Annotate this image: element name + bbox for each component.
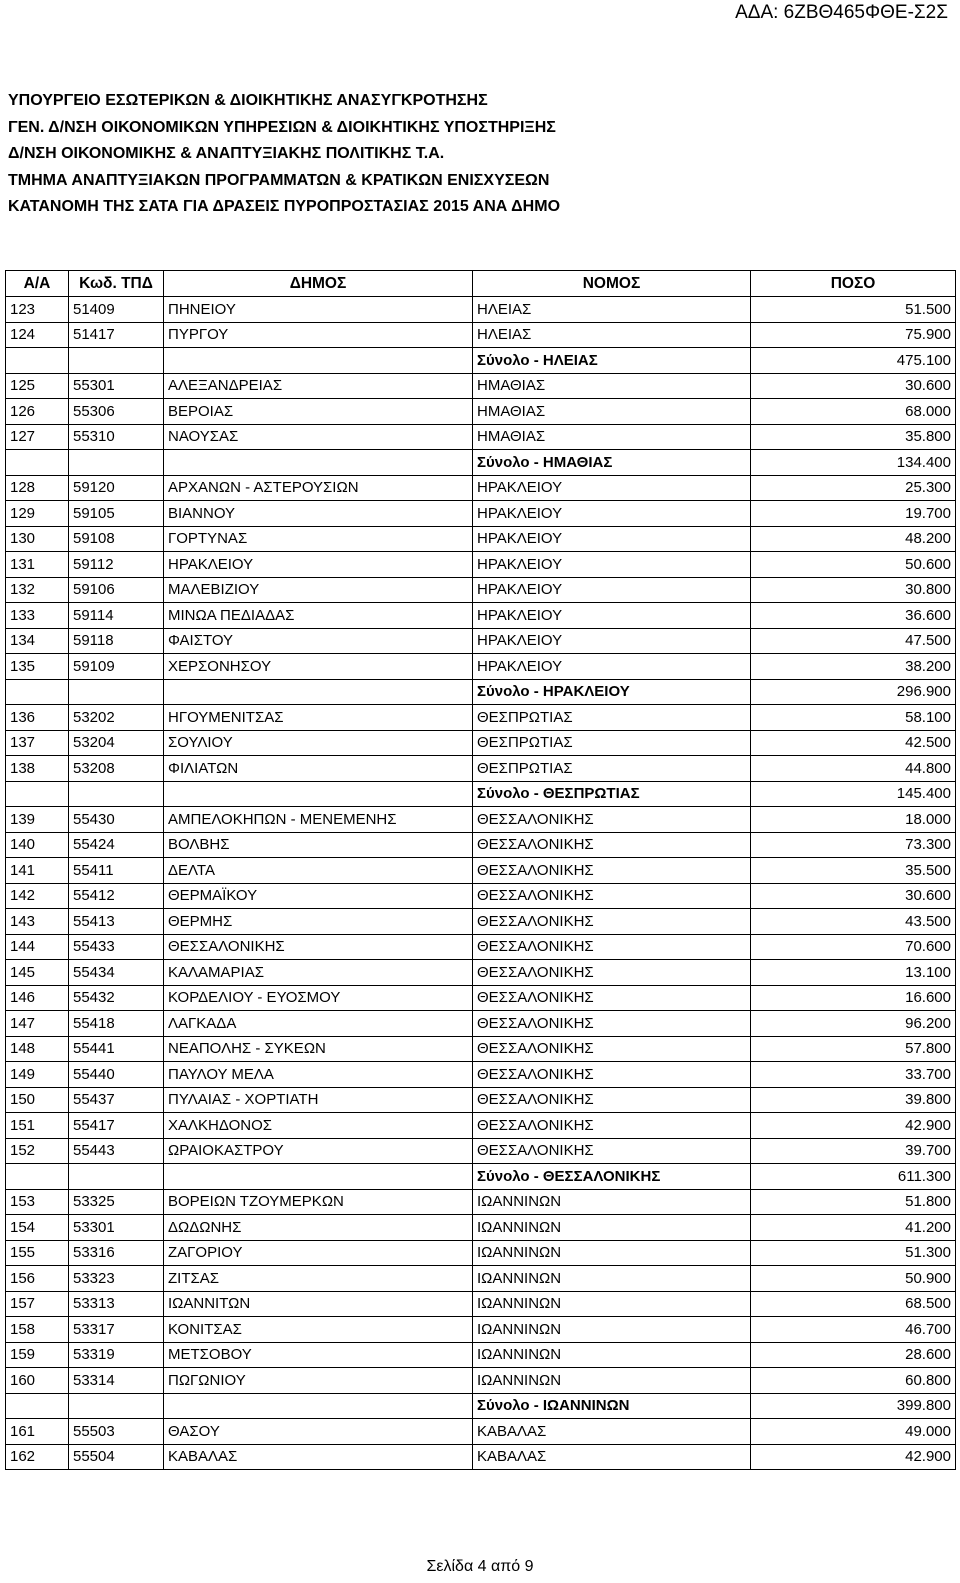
cell-code: 53317: [69, 1317, 164, 1343]
cell-poso: 30.600: [751, 883, 956, 909]
table-row: [6, 909, 956, 935]
cell-poso: 39.700: [751, 1138, 956, 1164]
cell-poso: 35.500: [751, 858, 956, 884]
cell-code: 59109: [69, 654, 164, 680]
cell-code: [69, 348, 164, 374]
table-row: [6, 1342, 956, 1368]
cell-aa: 126: [6, 399, 69, 425]
cell-dimos: ΠΩΓΩΝΙΟΥ: [164, 1368, 473, 1394]
header-department: ΤΜΗΜΑ ΑΝΑΠΤΥΞΙΑΚΩΝ ΠΡΟΓΡΑΜΜΑΤΩΝ & ΚΡΑΤΙΚΩΝ ΕΝΙΣΧΥΣΕΩΝ: [8, 171, 550, 189]
cell-aa: [6, 1393, 69, 1419]
cell-code: 51417: [69, 322, 164, 348]
cell-nomos: ΘΕΣΣΑΛΟΝΙΚΗΣ: [473, 832, 751, 858]
cell-code: [69, 781, 164, 807]
cell-nomos: ΙΩΑΝΝΙΝΩΝ: [473, 1189, 751, 1215]
cell-code: 55434: [69, 960, 164, 986]
cell-aa: 131: [6, 552, 69, 578]
cell-dimos: ΑΛΕΞΑΝΔΡΕΙΑΣ: [164, 373, 473, 399]
cell-dimos: ΝΕΑΠΟΛΗΣ - ΣΥΚΕΩΝ: [164, 1036, 473, 1062]
cell-nomos: ΘΕΣΠΡΩΤΙΑΣ: [473, 730, 751, 756]
cell-aa: 136: [6, 705, 69, 731]
cell-dimos: ΠΥΛΑΙΑΣ - ΧΟΡΤΙΑΤΗ: [164, 1087, 473, 1113]
table-row: [6, 934, 956, 960]
cell-aa: 159: [6, 1342, 69, 1368]
cell-nomos: ΙΩΑΝΝΙΝΩΝ: [473, 1317, 751, 1343]
cell-code: 55412: [69, 883, 164, 909]
cell-code: [69, 1164, 164, 1190]
cell-dimos: ΚΑΛΑΜΑΡΙΑΣ: [164, 960, 473, 986]
cell-poso: 42.900: [751, 1113, 956, 1139]
table-row: [6, 985, 956, 1011]
table-row: [6, 373, 956, 399]
cell-nomos: ΗΡΑΚΛΕΙΟΥ: [473, 501, 751, 527]
cell-nomos: ΘΕΣΣΑΛΟΝΙΚΗΣ: [473, 934, 751, 960]
cell-poso: 30.800: [751, 577, 956, 603]
cell-nomos: ΗΜΑΘΙΑΣ: [473, 399, 751, 425]
table-row: [6, 883, 956, 909]
cell-code: 59118: [69, 628, 164, 654]
cell-poso: 44.800: [751, 756, 956, 782]
subtotal-row: [6, 348, 956, 374]
cell-dimos: ΒΟΛΒΗΣ: [164, 832, 473, 858]
cell-code: 51409: [69, 297, 164, 323]
table-row: [6, 1062, 956, 1088]
cell-aa: 124: [6, 322, 69, 348]
cell-nomos: ΘΕΣΣΑΛΟΝΙΚΗΣ: [473, 883, 751, 909]
cell-code: [69, 450, 164, 476]
table-row: [6, 297, 956, 323]
document-header: [8, 88, 560, 221]
table-row: [6, 1189, 956, 1215]
cell-nomos: ΗΡΑΚΛΕΙΟΥ: [473, 654, 751, 680]
cell-poso: 43.500: [751, 909, 956, 935]
subtotal-label: Σύνολο - ΗΡΑΚΛΕΙΟΥ: [473, 679, 751, 705]
cell-poso: 42.500: [751, 730, 956, 756]
cell-poso: 28.600: [751, 1342, 956, 1368]
table-row: [6, 501, 956, 527]
cell-code: 59112: [69, 552, 164, 578]
cell-poso: 13.100: [751, 960, 956, 986]
cell-poso: 41.200: [751, 1215, 956, 1241]
cell-aa: [6, 1164, 69, 1190]
table-row: [6, 730, 956, 756]
cell-nomos: ΙΩΑΝΝΙΝΩΝ: [473, 1368, 751, 1394]
cell-dimos: ΜΕΤΣΟΒΟΥ: [164, 1342, 473, 1368]
cell-aa: 148: [6, 1036, 69, 1062]
table-row: [6, 424, 956, 450]
cell-poso: 18.000: [751, 807, 956, 833]
cell-poso: 39.800: [751, 1087, 956, 1113]
cell-nomos: ΗΡΑΚΛΕΙΟΥ: [473, 475, 751, 501]
cell-aa: 133: [6, 603, 69, 629]
column-header-code: Κωδ. ΤΠΔ: [69, 271, 164, 297]
cell-code: 55310: [69, 424, 164, 450]
table-row: [6, 603, 956, 629]
allocation-table: [5, 270, 956, 1470]
cell-aa: 127: [6, 424, 69, 450]
cell-poso: 48.200: [751, 526, 956, 552]
cell-code: 53325: [69, 1189, 164, 1215]
cell-dimos: [164, 781, 473, 807]
cell-poso: 58.100: [751, 705, 956, 731]
cell-poso: 96.200: [751, 1011, 956, 1037]
cell-dimos: ΓΟΡΤΥΝΑΣ: [164, 526, 473, 552]
cell-poso: 51.500: [751, 297, 956, 323]
cell-nomos: ΚΑΒΑΛΑΣ: [473, 1419, 751, 1445]
cell-code: [69, 679, 164, 705]
cell-code: 55437: [69, 1087, 164, 1113]
cell-aa: 135: [6, 654, 69, 680]
cell-dimos: [164, 348, 473, 374]
cell-aa: 134: [6, 628, 69, 654]
cell-poso: 30.600: [751, 373, 956, 399]
cell-poso: 50.900: [751, 1266, 956, 1292]
table-row: [6, 1215, 956, 1241]
cell-poso: 16.600: [751, 985, 956, 1011]
cell-code: 53316: [69, 1240, 164, 1266]
cell-poso: 25.300: [751, 475, 956, 501]
cell-code: 59114: [69, 603, 164, 629]
cell-nomos: ΗΡΑΚΛΕΙΟΥ: [473, 526, 751, 552]
cell-code: 55433: [69, 934, 164, 960]
cell-nomos: ΘΕΣΣΑΛΟΝΙΚΗΣ: [473, 960, 751, 986]
cell-code: 59106: [69, 577, 164, 603]
cell-code: 55301: [69, 373, 164, 399]
cell-code: [69, 1393, 164, 1419]
cell-nomos: ΗΜΑΘΙΑΣ: [473, 424, 751, 450]
cell-nomos: ΗΡΑΚΛΕΙΟΥ: [473, 552, 751, 578]
table-row: [6, 705, 956, 731]
cell-code: 55443: [69, 1138, 164, 1164]
cell-dimos: ΗΡΑΚΛΕΙΟΥ: [164, 552, 473, 578]
cell-dimos: ΚΑΒΑΛΑΣ: [164, 1444, 473, 1470]
cell-aa: 156: [6, 1266, 69, 1292]
cell-code: 59108: [69, 526, 164, 552]
cell-aa: 162: [6, 1444, 69, 1470]
cell-nomos: ΘΕΣΣΑΛΟΝΙΚΗΣ: [473, 1138, 751, 1164]
cell-poso: 19.700: [751, 501, 956, 527]
cell-code: 55417: [69, 1113, 164, 1139]
cell-nomos: ΘΕΣΣΑΛΟΝΙΚΗΣ: [473, 1087, 751, 1113]
ada-code: ΑΔΑ: 6ΖΒΘ465ΦΘΕ-Σ2Σ: [735, 2, 948, 23]
column-header-aa: Α/Α: [6, 271, 69, 297]
cell-dimos: ΖΑΓΟΡΙΟΥ: [164, 1240, 473, 1266]
cell-poso: 70.600: [751, 934, 956, 960]
subtotal-amount: 611.300: [751, 1164, 956, 1190]
cell-code: 55430: [69, 807, 164, 833]
cell-aa: 130: [6, 526, 69, 552]
cell-poso: 60.800: [751, 1368, 956, 1394]
cell-dimos: ΛΑΓΚΑΔΑ: [164, 1011, 473, 1037]
cell-code: 55440: [69, 1062, 164, 1088]
cell-dimos: ΣΟΥΛΙΟΥ: [164, 730, 473, 756]
cell-code: 53204: [69, 730, 164, 756]
cell-code: 55418: [69, 1011, 164, 1037]
cell-aa: [6, 679, 69, 705]
cell-code: 55413: [69, 909, 164, 935]
cell-nomos: ΘΕΣΣΑΛΟΝΙΚΗΣ: [473, 1113, 751, 1139]
cell-dimos: ΠΗΝΕΙΟΥ: [164, 297, 473, 323]
cell-nomos: ΚΑΒΑΛΑΣ: [473, 1444, 751, 1470]
table-row: [6, 1266, 956, 1292]
table-row: [6, 1138, 956, 1164]
cell-aa: 140: [6, 832, 69, 858]
subtotal-label: Σύνολο - ΗΛΕΙΑΣ: [473, 348, 751, 374]
cell-nomos: ΙΩΑΝΝΙΝΩΝ: [473, 1291, 751, 1317]
cell-aa: 160: [6, 1368, 69, 1394]
cell-dimos: ΜΙΝΩΑ ΠΕΔΙΑΔΑΣ: [164, 603, 473, 629]
cell-dimos: ΠΥΡΓΟΥ: [164, 322, 473, 348]
cell-dimos: ΠΑΥΛΟΥ ΜΕΛΑ: [164, 1062, 473, 1088]
cell-nomos: ΙΩΑΝΝΙΝΩΝ: [473, 1266, 751, 1292]
cell-dimos: ΔΕΛΤΑ: [164, 858, 473, 884]
cell-dimos: ΝΑΟΥΣΑΣ: [164, 424, 473, 450]
cell-dimos: ΧΑΛΚΗΔΟΝΟΣ: [164, 1113, 473, 1139]
cell-nomos: ΗΡΑΚΛΕΙΟΥ: [473, 603, 751, 629]
cell-dimos: ΚΟΡΔΕΛΙΟΥ - ΕΥΟΣΜΟΥ: [164, 985, 473, 1011]
cell-aa: 143: [6, 909, 69, 935]
header-directorate: Δ/ΝΣΗ ΟΙΚΟΝΟΜΙΚΗΣ & ΑΝΑΠΤΥΞΙΑΚΗΣ ΠΟΛΙΤΙΚΗΣ Τ.Α.: [8, 145, 445, 162]
cell-dimos: ΙΩΑΝΝΙΤΩΝ: [164, 1291, 473, 1317]
table-row: [6, 526, 956, 552]
subtotal-label: Σύνολο - ΗΜΑΘΙΑΣ: [473, 450, 751, 476]
cell-poso: 75.900: [751, 322, 956, 348]
cell-code: 55432: [69, 985, 164, 1011]
table-row: [6, 1240, 956, 1266]
cell-code: 53319: [69, 1342, 164, 1368]
cell-dimos: ΑΡΧΑΝΩΝ - ΑΣΤΕΡΟΥΣΙΩΝ: [164, 475, 473, 501]
cell-code: 53208: [69, 756, 164, 782]
table-header-row: [6, 271, 956, 297]
cell-dimos: ΔΩΔΩΝΗΣ: [164, 1215, 473, 1241]
table-row: [6, 1036, 956, 1062]
cell-poso: 46.700: [751, 1317, 956, 1343]
subtotal-amount: 145.400: [751, 781, 956, 807]
cell-dimos: ΒΟΡΕΙΩΝ ΤΖΟΥΜΕΡΚΩΝ: [164, 1189, 473, 1215]
table-row: [6, 807, 956, 833]
header-ministry: ΥΠΟΥΡΓΕΙΟ ΕΣΩΤΕΡΙΚΩΝ & ΔΙΟΙΚΗΤΙΚΗΣ ΑΝΑΣΥΓΚΡΟΤΗΣΗΣ: [8, 92, 488, 109]
cell-poso: 42.900: [751, 1444, 956, 1470]
cell-dimos: [164, 679, 473, 705]
cell-aa: 153: [6, 1189, 69, 1215]
table-row: [6, 1087, 956, 1113]
cell-code: 53313: [69, 1291, 164, 1317]
cell-poso: 50.600: [751, 552, 956, 578]
cell-nomos: ΙΩΑΝΝΙΝΩΝ: [473, 1342, 751, 1368]
cell-dimos: ΘΑΣΟΥ: [164, 1419, 473, 1445]
cell-nomos: ΘΕΣΣΑΛΟΝΙΚΗΣ: [473, 909, 751, 935]
cell-dimos: ΩΡΑΙΟΚΑΣΤΡΟΥ: [164, 1138, 473, 1164]
column-header-nomos: ΝΟΜΟΣ: [473, 271, 751, 297]
cell-nomos: ΗΡΑΚΛΕΙΟΥ: [473, 577, 751, 603]
table-row: [6, 1368, 956, 1394]
cell-aa: 129: [6, 501, 69, 527]
cell-aa: 151: [6, 1113, 69, 1139]
cell-nomos: ΘΕΣΣΑΛΟΝΙΚΗΣ: [473, 1036, 751, 1062]
table-row: [6, 552, 956, 578]
subtotal-amount: 134.400: [751, 450, 956, 476]
cell-nomos: ΘΕΣΣΑΛΟΝΙΚΗΣ: [473, 807, 751, 833]
cell-dimos: [164, 450, 473, 476]
table-row: [6, 322, 956, 348]
table-row: [6, 756, 956, 782]
table-row: [6, 858, 956, 884]
subtotal-row: [6, 679, 956, 705]
cell-code: 55504: [69, 1444, 164, 1470]
cell-aa: 139: [6, 807, 69, 833]
cell-dimos: ΒΕΡΟΙΑΣ: [164, 399, 473, 425]
cell-aa: [6, 348, 69, 374]
cell-code: 55424: [69, 832, 164, 858]
cell-code: 55441: [69, 1036, 164, 1062]
subtotal-row: [6, 1393, 956, 1419]
cell-code: 53301: [69, 1215, 164, 1241]
header-general-directorate: ΓΕΝ. Δ/ΝΣΗ ΟΙΚΟΝΟΜΙΚΩΝ ΥΠΗΡΕΣΙΩΝ & ΔΙΟΙΚΗΤΙΚΗΣ ΥΠΟΣΤΗΡΙΞΗΣ: [8, 118, 556, 136]
cell-nomos: ΙΩΑΝΝΙΝΩΝ: [473, 1215, 751, 1241]
subtotal-label: Σύνολο - ΙΩΑΝΝΙΝΩΝ: [473, 1393, 751, 1419]
cell-poso: 68.500: [751, 1291, 956, 1317]
subtotal-row: [6, 781, 956, 807]
cell-nomos: ΘΕΣΣΑΛΟΝΙΚΗΣ: [473, 858, 751, 884]
cell-aa: 142: [6, 883, 69, 909]
cell-poso: 33.700: [751, 1062, 956, 1088]
cell-aa: [6, 781, 69, 807]
table-row: [6, 960, 956, 986]
table-row: [6, 1444, 956, 1470]
cell-dimos: ΘΕΡΜΗΣ: [164, 909, 473, 935]
cell-code: 59120: [69, 475, 164, 501]
cell-dimos: ΜΑΛΕΒΙΖΙΟΥ: [164, 577, 473, 603]
subtotal-amount: 296.900: [751, 679, 956, 705]
cell-nomos: ΗΡΑΚΛΕΙΟΥ: [473, 628, 751, 654]
cell-poso: 49.000: [751, 1419, 956, 1445]
cell-aa: 158: [6, 1317, 69, 1343]
cell-aa: 128: [6, 475, 69, 501]
cell-aa: 157: [6, 1291, 69, 1317]
cell-code: 53314: [69, 1368, 164, 1394]
cell-aa: 144: [6, 934, 69, 960]
cell-poso: 38.200: [751, 654, 956, 680]
cell-poso: 51.800: [751, 1189, 956, 1215]
cell-aa: 146: [6, 985, 69, 1011]
cell-nomos: ΗΜΑΘΙΑΣ: [473, 373, 751, 399]
cell-dimos: ΖΙΤΣΑΣ: [164, 1266, 473, 1292]
table-row: [6, 1317, 956, 1343]
cell-nomos: ΗΛΕΙΑΣ: [473, 322, 751, 348]
cell-aa: 125: [6, 373, 69, 399]
cell-aa: 152: [6, 1138, 69, 1164]
table-row: [6, 1011, 956, 1037]
cell-dimos: ΗΓΟΥΜΕΝΙΤΣΑΣ: [164, 705, 473, 731]
subtotal-amount: 475.100: [751, 348, 956, 374]
table-row: [6, 399, 956, 425]
cell-poso: 68.000: [751, 399, 956, 425]
cell-nomos: ΘΕΣΠΡΩΤΙΑΣ: [473, 756, 751, 782]
cell-dimos: ΒΙΑΝΝΟΥ: [164, 501, 473, 527]
table-row: [6, 1419, 956, 1445]
column-header-poso: ΠΟΣΟ: [751, 271, 956, 297]
cell-dimos: ΚΟΝΙΤΣΑΣ: [164, 1317, 473, 1343]
cell-poso: 35.800: [751, 424, 956, 450]
table-row: [6, 832, 956, 858]
cell-poso: 51.300: [751, 1240, 956, 1266]
subtotal-label: Σύνολο - ΘΕΣΣΑΛΟΝΙΚΗΣ: [473, 1164, 751, 1190]
cell-aa: 147: [6, 1011, 69, 1037]
cell-aa: 137: [6, 730, 69, 756]
cell-aa: 149: [6, 1062, 69, 1088]
table-row: [6, 475, 956, 501]
cell-dimos: [164, 1164, 473, 1190]
cell-code: 53323: [69, 1266, 164, 1292]
table-row: [6, 654, 956, 680]
cell-nomos: ΘΕΣΠΡΩΤΙΑΣ: [473, 705, 751, 731]
table-row: [6, 577, 956, 603]
cell-nomos: ΘΕΣΣΑΛΟΝΙΚΗΣ: [473, 1062, 751, 1088]
page-footer: Σελίδα 4 από 9: [426, 1558, 534, 1575]
cell-aa: 154: [6, 1215, 69, 1241]
cell-poso: 36.600: [751, 603, 956, 629]
cell-aa: 123: [6, 297, 69, 323]
cell-nomos: ΘΕΣΣΑΛΟΝΙΚΗΣ: [473, 985, 751, 1011]
cell-aa: 150: [6, 1087, 69, 1113]
cell-aa: 155: [6, 1240, 69, 1266]
cell-dimos: ΘΕΣΣΑΛΟΝΙΚΗΣ: [164, 934, 473, 960]
cell-code: 55411: [69, 858, 164, 884]
cell-aa: 132: [6, 577, 69, 603]
table-body: [6, 297, 956, 1470]
cell-nomos: ΙΩΑΝΝΙΝΩΝ: [473, 1240, 751, 1266]
column-header-dimos: ΔΗΜΟΣ: [164, 271, 473, 297]
subtotal-label: Σύνολο - ΘΕΣΠΡΩΤΙΑΣ: [473, 781, 751, 807]
cell-dimos: [164, 1393, 473, 1419]
cell-poso: 73.300: [751, 832, 956, 858]
cell-aa: 161: [6, 1419, 69, 1445]
cell-aa: [6, 450, 69, 476]
subtotal-row: [6, 1164, 956, 1190]
cell-dimos: ΘΕΡΜΑΪΚΟΥ: [164, 883, 473, 909]
cell-aa: 145: [6, 960, 69, 986]
cell-nomos: ΘΕΣΣΑΛΟΝΙΚΗΣ: [473, 1011, 751, 1037]
table-row: [6, 1113, 956, 1139]
table-row: [6, 1291, 956, 1317]
cell-aa: 141: [6, 858, 69, 884]
subtotal-amount: 399.800: [751, 1393, 956, 1419]
cell-nomos: ΗΛΕΙΑΣ: [473, 297, 751, 323]
cell-poso: 47.500: [751, 628, 956, 654]
table-row: [6, 628, 956, 654]
cell-dimos: ΦΙΛΙΑΤΩΝ: [164, 756, 473, 782]
cell-code: 55503: [69, 1419, 164, 1445]
subtotal-row: [6, 450, 956, 476]
cell-dimos: ΧΕΡΣΟΝΗΣΟΥ: [164, 654, 473, 680]
cell-poso: 57.800: [751, 1036, 956, 1062]
cell-dimos: ΑΜΠΕΛΟΚΗΠΩΝ - ΜΕΝΕΜΕΝΗΣ: [164, 807, 473, 833]
cell-aa: 138: [6, 756, 69, 782]
cell-code: 53202: [69, 705, 164, 731]
cell-dimos: ΦΑΙΣΤΟΥ: [164, 628, 473, 654]
cell-code: 55306: [69, 399, 164, 425]
document-title: ΚΑΤΑΝΟΜΗ ΤΗΣ ΣΑΤΑ ΓΙΑ ΔΡΑΣΕΙΣ ΠΥΡΟΠΡΟΣΤΑΣΙΑΣ 2015 ΑΝΑ ΔΗΜΟ: [8, 198, 561, 215]
cell-code: 59105: [69, 501, 164, 527]
